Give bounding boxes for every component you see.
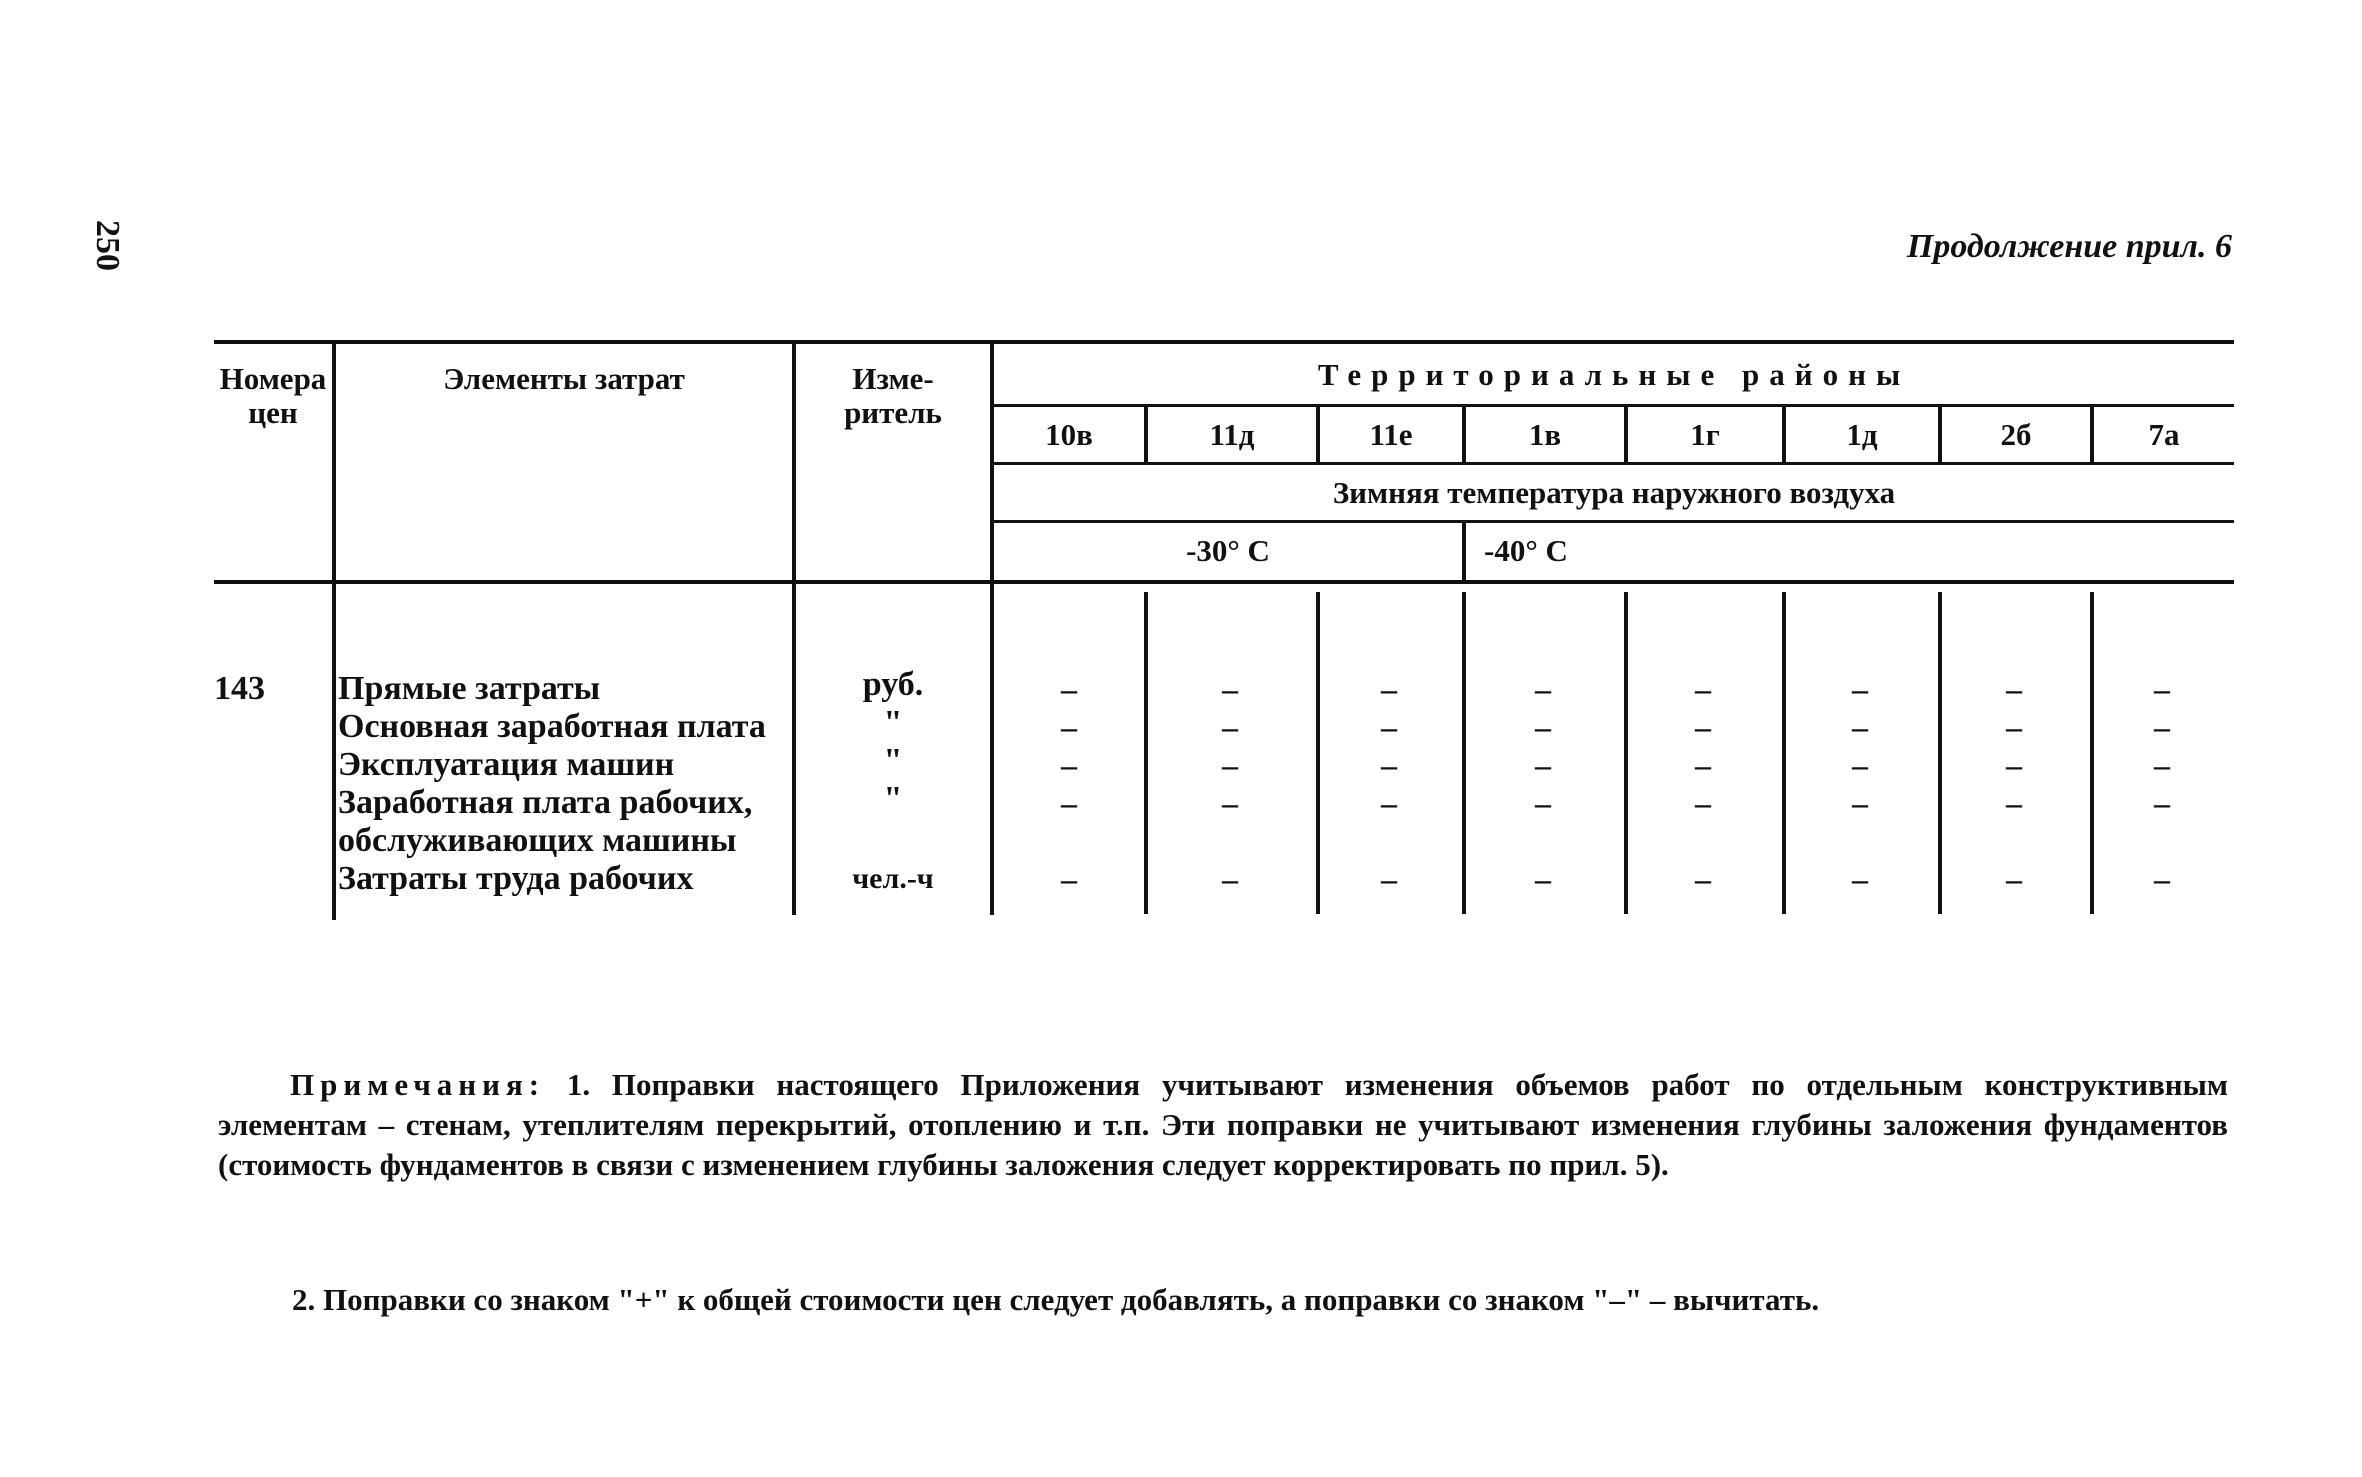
row-item-name-6: Затраты труда рабочих — [338, 860, 694, 897]
dash-cell-2б-4: – — [2006, 785, 2022, 821]
dash-cell-11е-1: – — [1381, 671, 1397, 707]
dash-cell-11е-3: – — [1381, 747, 1397, 783]
dash-cell-1в-2: – — [1535, 709, 1551, 745]
dash-cell-1г-2: – — [1695, 709, 1711, 745]
temp-rule — [994, 520, 2234, 523]
dash-cell-7а-3: – — [2154, 747, 2170, 783]
dash-cell-10в-1: – — [1061, 671, 1077, 707]
header-elements: Элементы затрат — [443, 361, 685, 396]
col-line-number — [332, 340, 336, 920]
region-code-7a: 7а — [2148, 417, 2180, 452]
body-line-region-5 — [1782, 592, 1786, 914]
dash-cell-1в-3: – — [1535, 747, 1551, 783]
dash-cell-2б-3: – — [2006, 747, 2022, 783]
note-1-text: 1. Поправки настоящего Приложения учитывают изменения объемов работ по отдельным конструктивным элементам – стенам, утеплителям перекрытий, отоплению и т.п. Эти поправки не учитывают изменения глубины заложения фундаментов (стоимость фундаментов в связи с изменением глубины заложения следует корректировать по прил. 5). — [218, 1067, 2228, 1182]
row-item-unit-2: " — [883, 704, 903, 741]
codes-rule — [994, 462, 2234, 465]
page-number: 250 — [89, 220, 126, 271]
header-number: Номера цен — [219, 361, 327, 430]
table-top-rule — [214, 340, 2234, 344]
header-regions-title: Территориальные районы — [1317, 357, 1911, 392]
dash-cell-11д-3: – — [1222, 747, 1238, 783]
note-2: 2. Поправки со знаком "+" к общей стоимости цен следует добавлять, а поправки со знаком "–" – вычитать. — [292, 1282, 1820, 1317]
row-item-unit-3: " — [883, 742, 903, 779]
body-line-region-2 — [1316, 592, 1320, 914]
region-code-1v: 1в — [1528, 417, 1562, 452]
dash-cell-7а-5: – — [2154, 861, 2170, 897]
dash-cell-11д-5: – — [1222, 861, 1238, 897]
dash-cell-7а-2: – — [2154, 709, 2170, 745]
body-line-region-1 — [1144, 592, 1148, 914]
row-number: 143 — [214, 670, 265, 707]
dash-cell-1в-1: – — [1535, 671, 1551, 707]
dash-cell-1в-5: – — [1535, 861, 1551, 897]
note-1 — [218, 1065, 2228, 1185]
dash-cell-2б-2: – — [2006, 709, 2022, 745]
dash-cell-10в-5: – — [1061, 861, 1077, 897]
row-item-unit-1: руб. — [862, 666, 924, 703]
dash-cell-1г-4: – — [1695, 785, 1711, 821]
dash-cell-11е-5: – — [1381, 861, 1397, 897]
header-temp-title: Зимняя температура наружного воздуха — [1332, 475, 1896, 510]
row-item-name-2: Основная заработная плата — [338, 708, 766, 745]
body-line-region-6 — [1938, 592, 1942, 914]
region-code-10v: 10в — [1045, 417, 1093, 452]
row-item-name-5: обслуживающих машины — [338, 822, 737, 859]
dash-cell-2б-5: – — [2006, 861, 2022, 897]
dash-cell-11д-4: – — [1222, 785, 1238, 821]
dash-cell-7а-1: – — [2154, 671, 2170, 707]
row-item-name-3: Эксплуатация машин — [338, 746, 675, 783]
header-unit: Изме- ритель — [844, 361, 942, 430]
col-line-temp-split — [1462, 520, 1466, 582]
header-bottom-rule — [214, 580, 2234, 584]
row-item-name-4: Заработная плата рабочих, — [338, 784, 753, 821]
dash-cell-7а-4: – — [2154, 785, 2170, 821]
row-item-name-1: Прямые затраты — [338, 670, 601, 707]
region-code-2b: 2б — [2000, 417, 2032, 452]
region-code-11e: 11е — [1369, 417, 1413, 452]
region-code-1d: 1д — [1846, 417, 1878, 452]
dash-cell-1д-1: – — [1852, 671, 1868, 707]
dash-cell-10в-3: – — [1061, 747, 1077, 783]
dash-cell-10в-4: – — [1061, 785, 1077, 821]
row-item-unit-6: чел.-ч — [852, 862, 934, 895]
cost-table — [214, 340, 2234, 920]
body-line-region-4 — [1624, 592, 1628, 914]
dash-cell-1г-1: – — [1695, 671, 1711, 707]
dash-cell-1д-3: – — [1852, 747, 1868, 783]
region-code-11d: 11д — [1209, 417, 1255, 452]
body-line-region-7 — [2090, 592, 2094, 914]
notes-label: Примечания: — [290, 1067, 546, 1102]
region-code-1g: 1г — [1690, 417, 1720, 452]
dash-cell-11д-2: – — [1222, 709, 1238, 745]
dash-cell-1д-5: – — [1852, 861, 1868, 897]
dash-cell-1д-2: – — [1852, 709, 1868, 745]
temp-group-minus40: -40° С — [1484, 533, 1568, 568]
continuation-label: Продолжение прил. 6 — [1906, 228, 2232, 265]
dash-cell-2б-1: – — [2006, 671, 2022, 707]
row-item-unit-4: " — [883, 780, 903, 817]
dash-cell-11е-4: – — [1381, 785, 1397, 821]
dash-cell-1г-5: – — [1695, 861, 1711, 897]
dash-cell-1г-3: – — [1695, 747, 1711, 783]
dash-cell-10в-2: – — [1061, 709, 1077, 745]
dash-cell-1д-4: – — [1852, 785, 1868, 821]
regions-rule — [994, 404, 2234, 407]
body-line-region-3 — [1462, 592, 1466, 914]
dash-cell-1в-4: – — [1535, 785, 1551, 821]
temp-group-minus30: -30° С — [1186, 533, 1270, 568]
dash-cell-11д-1: – — [1222, 671, 1238, 707]
dash-cell-11е-2: – — [1381, 709, 1397, 745]
